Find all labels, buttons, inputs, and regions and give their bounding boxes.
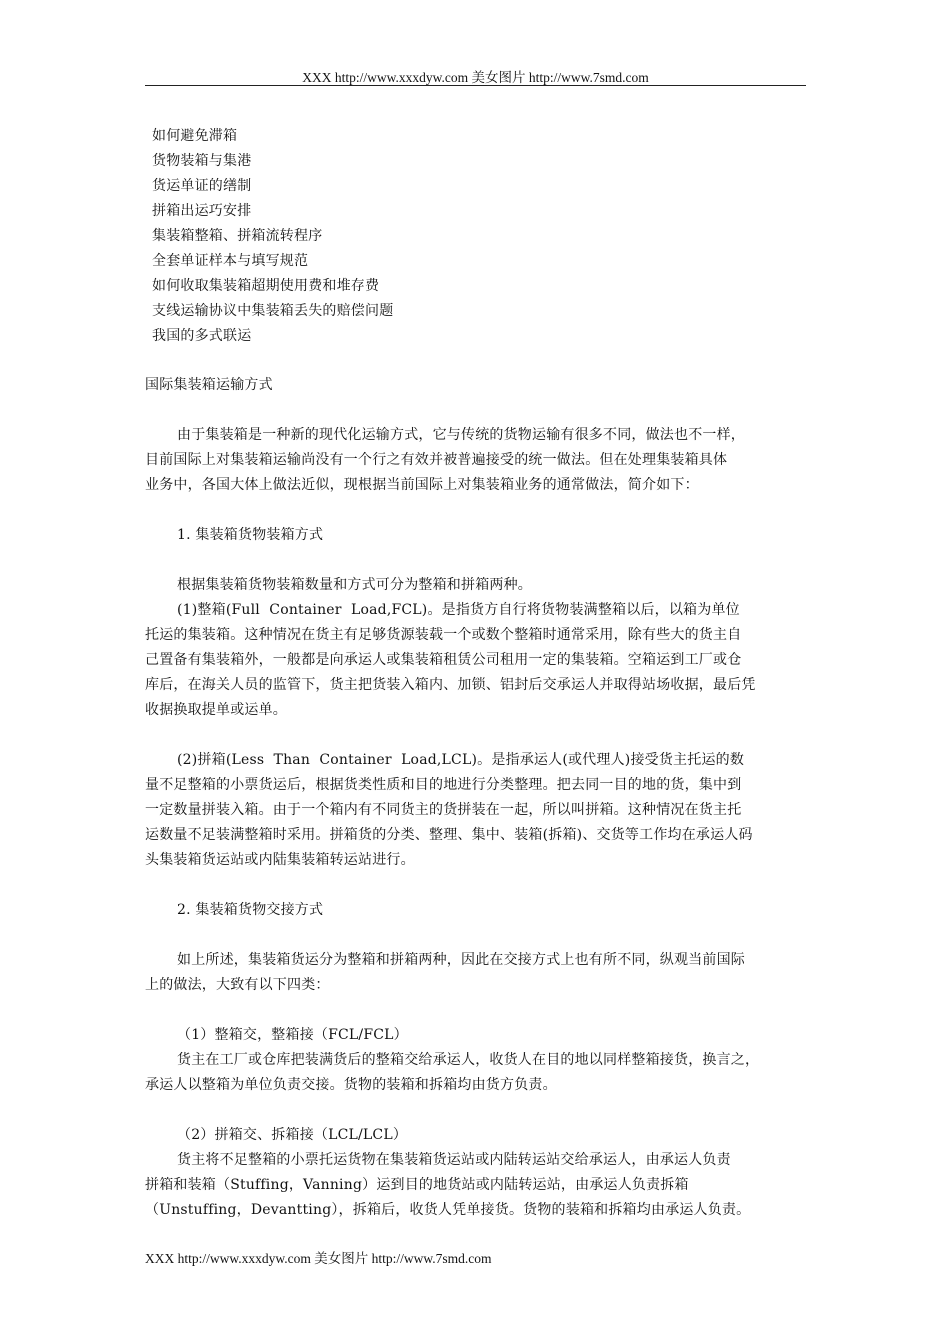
paragraph-line: 货主在工厂或仓库把装满货后的整箱交给承运人，收货人在目的地以同样整箱接货，换言之， [177,1052,760,1068]
paragraph-line: 托运的集装箱。这种情况在货主有足够货源装载一个或数个整箱时通常采用，除有些大的货主自 [145,627,742,643]
paragraph-line: 上的做法，大致有以下四类： [145,977,330,993]
fcl-fcl-title: （1）整箱交，整箱接（FCL/FCL） [177,1027,408,1043]
toc-item: 货运单证的缮制 [152,178,252,194]
paragraph-line: （Unstuffing，Devantting），拆箱后，收货人凭单接货。货物的装箱和拆箱均由承运人负责。 [145,1202,751,1218]
paragraph-line: 目前国际上对集装箱运输尚没有一个行之有效并被普遍接受的统一做法。但在处理集装箱具体 [145,452,728,468]
toc-item: 集装箱整箱、拼箱流转程序 [152,228,323,244]
paragraph-line: 收据换取提单或运单。 [145,702,287,718]
header-rule [145,85,806,86]
paragraph-line: 承运人以整箱为单位负责交接。货物的装箱和拆箱均由货方负责。 [145,1077,557,1093]
packing-intro: 根据集装箱货物装箱数量和方式可分为整箱和拼箱两种。 [177,577,532,593]
paragraph-line: (2)拼箱(Less Than Container Load,LCL)。是指承运人(或代理人)接受货主托运的数 [177,752,745,768]
paragraph-line: 业务中，各国大体上做法近似，现根据当前国际上对集装箱业务的通常做法，简介如下： [145,477,699,493]
page-header: XXX http://www.xxxdyw.com 美女图片 http://www.7smd.com [302,70,649,85]
heading-packing-method: 1. 集装箱货物装箱方式 [177,527,324,543]
paragraph-line: 头集装箱货运站或内陆集装箱转运站进行。 [145,852,415,868]
paragraph-line: 由于集装箱是一种新的现代化运输方式，它与传统的货物运输有很多不同，做法也不一样， [177,427,745,443]
toc-item: 如何避免滞箱 [152,128,238,144]
paragraph-line: (1)整箱(Full Container Load,FCL)。是指货方自行将货物装满整箱以后，以箱为单位 [177,602,740,618]
toc-item: 全套单证样本与填写规范 [152,253,309,269]
section-title: 国际集装箱运输方式 [145,377,273,393]
paragraph-line: 运数量不足装满整箱时采用。拼箱货的分类、整理、集中、装箱(拆箱)、交货等工作均在承运人码 [145,827,753,843]
paragraph-line: 库后，在海关人员的监管下，货主把货装入箱内、加锁、铝封后交承运人并取得站场收据，最后凭 [145,677,756,693]
paragraph-line: 己置备有集装箱外，一般都是向承运人或集装箱租赁公司租用一定的集装箱。空箱运到工厂或仓 [145,652,742,668]
heading-handover-method: 2. 集装箱货物交接方式 [177,902,324,918]
lcl-lcl-title: （2）拼箱交、拆箱接（LCL/LCL） [177,1127,408,1143]
toc-item: 货物装箱与集港 [152,153,252,169]
toc-item: 如何收取集装箱超期使用费和堆存费 [152,278,380,294]
toc-item: 我国的多式联运 [152,328,252,344]
page-footer: XXX http://www.xxxdyw.com 美女图片 http://www.7smd.com [145,1251,492,1266]
paragraph-line: 量不足整箱的小票货运后，根据货类性质和目的地进行分类整理。把去同一目的地的货，集中到 [145,777,742,793]
paragraph-line: 一定数量拼装入箱。由于一个箱内有不同货主的货拼装在一起，所以叫拼箱。这种情况在货主托 [145,802,742,818]
paragraph-line: 如上所述，集装箱货运分为整箱和拼箱两种，因此在交接方式上也有所不同，纵观当前国际 [177,952,745,968]
paragraph-line: 货主将不足整箱的小票托运货物在集装箱货运站或内陆转运站交给承运人，由承运人负责 [177,1152,731,1168]
toc-item: 拼箱出运巧安排 [152,203,252,219]
paragraph-line: 拼箱和装箱（Stuffing，Vanning）运到目的地货站或内陆转运站，由承运人负责拆箱 [145,1177,689,1193]
toc-item: 支线运输协议中集装箱丢失的赔偿问题 [152,303,394,319]
